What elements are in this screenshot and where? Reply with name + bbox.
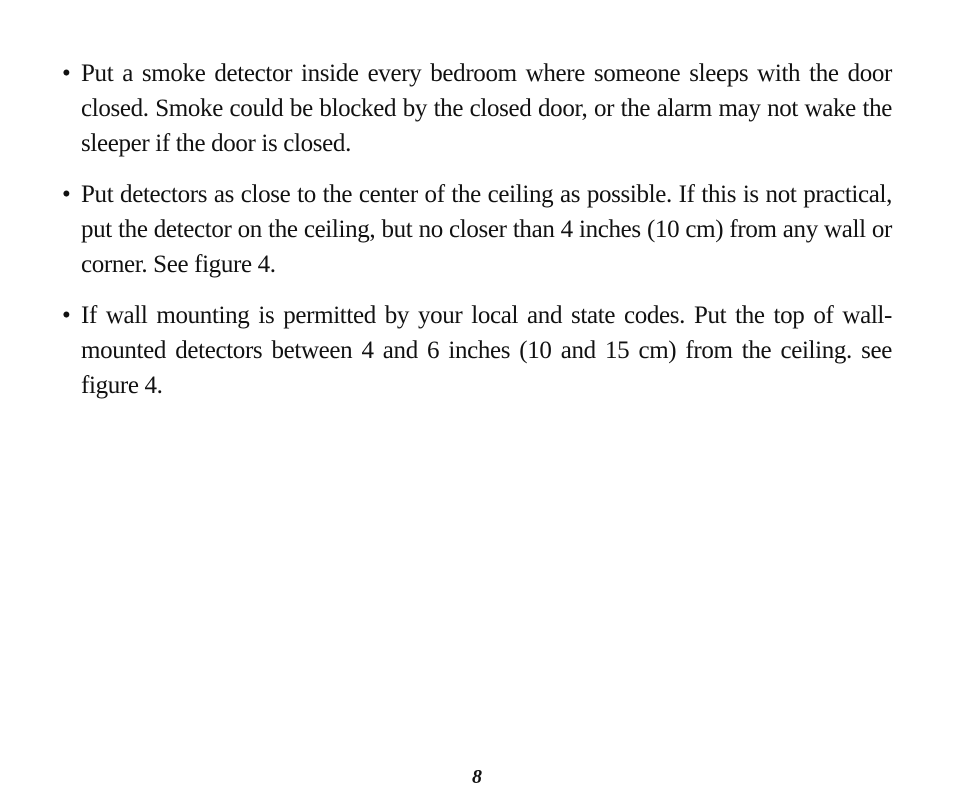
bullet-icon: • [62,60,71,87]
bullet-icon: • [62,181,71,208]
list-item-ceiling-center [62,177,892,282]
bullet-icon: • [62,302,71,329]
list-item-bedroom [62,56,892,161]
instruction-list [62,56,892,419]
list-item-text: Put a smoke detector inside every bedroom where someone sleeps with the door closed. Smoke could be blocked by the closed door, or the alarm may not wake the sleeper if the door is closed. [81,60,892,157]
list-item-wall-mounting [62,298,892,403]
list-item-text: Put detectors as close to the center of the ceiling as possible. If this is not practical, put the detector on the ceiling, but no closer than 4 inches (10 cm) from any wall or corner. See figure 4. [81,181,892,278]
page-number: 8 [472,766,482,788]
list-item-text: If wall mounting is permitted by your local and state codes. Put the top of wall-mounted detectors between 4 and 6 inches (10 and 15 cm) from the ceiling. see figure 4. [81,302,892,399]
